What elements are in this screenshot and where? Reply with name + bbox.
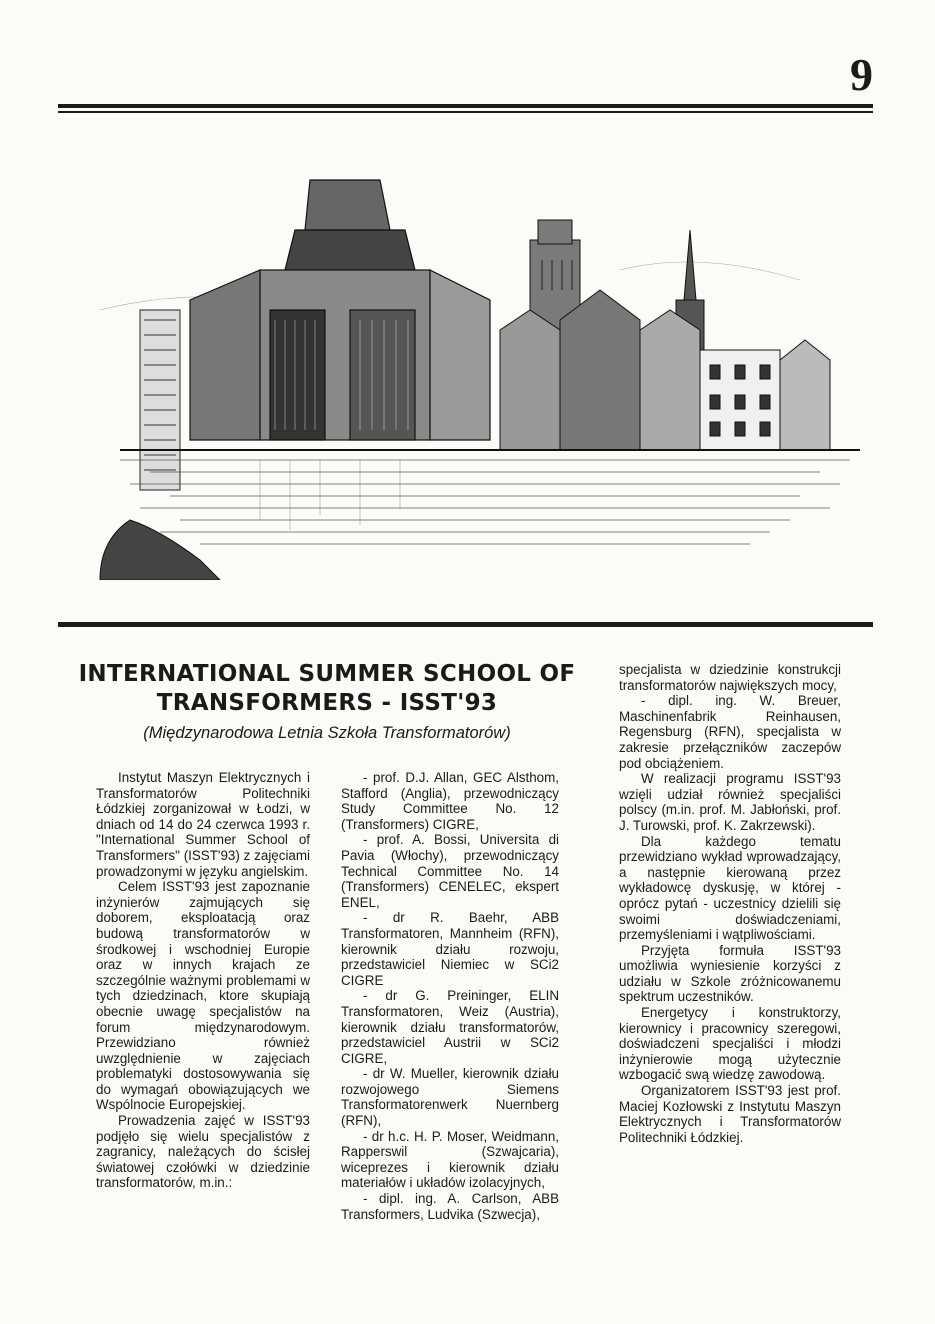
paragraph: Energetycy i konstruktorzy, kierownicy i pracownicy szeregowi, doświadczeni specjaliści i młodzi inżynierowie mogą użytecznie wzbogacić swą wiedzę zawodową.	[619, 1005, 841, 1083]
article-title	[62, 660, 592, 718]
text-column-3	[619, 662, 841, 1145]
list-item: - dr W. Mueller, kierownik działu rozwojowego Siemens Transformatorenwerk Nuernberg (RFN),	[341, 1066, 559, 1129]
list-item: - dipl. ing. A. Carlson, ABB Transformers, Ludvika (Szwecja),	[341, 1191, 559, 1222]
list-item: - prof. A. Bossi, Universita di Pavia (Włochy), przewodniczący Technical Committee No. 14 (Transformers) CENELEC, ekspert ENEL,	[341, 832, 559, 910]
water	[120, 460, 850, 544]
paragraph: Instytut Maszyn Elektrycznych i Transformatorów Politechniki Łódzkiej zorganizował w Łodzi, w dniach od 14 do 24 czerwca 1993 r. "International Summer School of Transformers" (ISST'93) z zajęciami prowadzonymi w języku angielskim.	[96, 770, 310, 879]
article-subtitle: (Międzynarodowa Letnia Szkoła Transformatorów)	[143, 724, 511, 742]
paragraph: Przyjęta formuła ISST'93 umożliwia wyniesienie korzyści z udziału w Szkole zróżnicowanemu spektrum uczestników.	[619, 942, 841, 1005]
waterfront-illustration	[60, 160, 870, 580]
paragraph: Prowadzenia zajęć w ISST'93 podjęło się wielu specjalistów z zagranicy, należących do ścisłej światowej czołówki w dziedzinie transformatorów, m.in.:	[96, 1113, 310, 1191]
list-item: - dipl. ing. W. Breuer, Maschinenfabrik Reinhausen, Regensburg (RFN), specjalista w zakresie przełączników zaczepów pod obciążeniem.	[619, 693, 841, 771]
list-item: - prof. D.J. Allan, GEC Alsthom, Stafford (Anglia), przewodniczący Study Committee No. 12 (Transformers) CIGRE,	[341, 770, 559, 832]
paragraph: Organizatorem ISST'93 jest prof. Maciej Kozłowski z Instytutu Maszyn Elektrycznych i Transformatorów Politechniki Łódzkiej.	[619, 1083, 841, 1145]
section-rule	[58, 622, 873, 627]
crane-tower	[190, 180, 490, 440]
article-title-line-1: INTERNATIONAL SUMMER SCHOOL OF	[78, 661, 576, 687]
list-item: - dr R. Baehr, ABB Transformatoren, Mannheim (RFN), kierownik działu rozwoju, przedstawiciel Niemiec w SCi2 CIGRE	[341, 910, 559, 988]
header-rule	[58, 104, 873, 108]
modern-building	[140, 310, 180, 490]
paragraph: Dla każdego tematu przewidziano wykład wprowadzający, a następnie kierowaną przez wykładowcę dyskusję, w której - oprócz pytań - uczestnicy dzielili się swoimi doświadczeniami, przemyśleniami i wątpliwościami.	[619, 833, 841, 943]
page-number: 9	[850, 49, 873, 100]
list-item: - dr G. Preininger, ELIN Transformatoren, Weiz (Austria), kierownik działu transformatorów, przedstawiciel Austrii w SCi2 CIGRE,	[341, 988, 559, 1066]
list-item: - dr h.c. H. P. Moser, Weidmann, Rapperswil (Szwajcaria), wiceprezes i kierownik działu materiałów i układów izolacyjnych,	[341, 1128, 559, 1191]
header-rule-thin	[58, 111, 873, 113]
text-column-2	[341, 770, 559, 1222]
article-title-line-2: TRANSFORMERS - ISST'93	[156, 690, 498, 716]
text-column-1	[96, 770, 310, 1191]
shore	[100, 520, 220, 580]
paragraph: W realizacji programu ISST'93 wzięli udział również specjaliści polscy (m.in. prof. M. Jabłoński, prof. J. Turowski, prof. K. Zakrzewski).	[619, 771, 841, 833]
paragraph: specjalista w dziedzinie konstrukcji transformatorów największych mocy,	[619, 662, 841, 693]
paragraph: Celem ISST'93 jest zapoznanie inżynierów zajmujących się doborem, eksploatacją oraz budową transformatorów w środkowej i wschodniej Europie oraz w innych krajach ze szczególnie ważnymi problemami w tych dziedzinach, ktore skupiają obecnie uwagę specjalistów na forum międzynarodowym. Przewidziano również uwzględnienie w zajęciach problematyki dostosowywania się do wymagań obowiązujących we Wspólnocie Europejskiej.	[96, 879, 310, 1113]
